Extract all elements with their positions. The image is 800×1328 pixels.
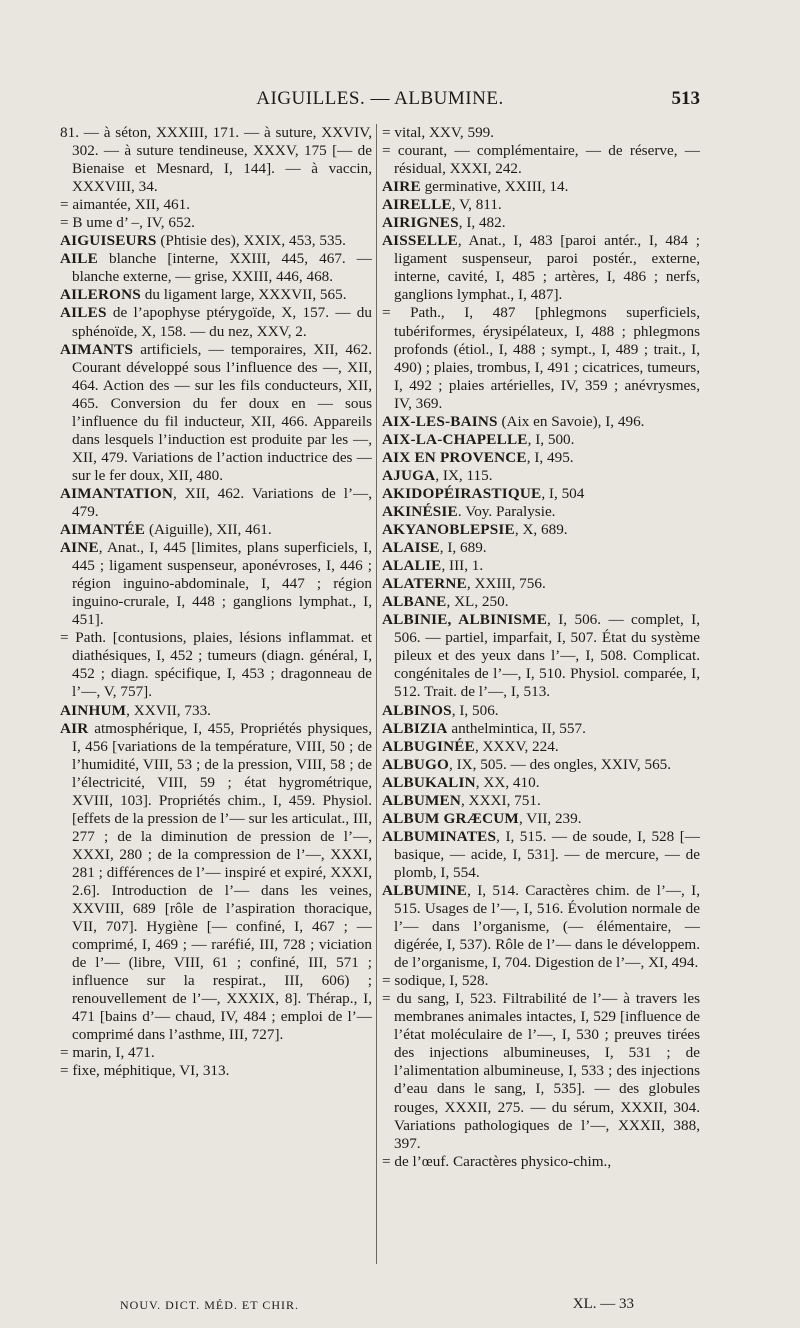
entry-text: , Anat., I, 483 [paroi antér., I, 484 ; ligament suspenseur, paroi postér., externe, interne, cavité, I, 485 ; artères, I, 486 ; nerfs, ganglions lymphat., I, 487]. [394,232,700,304]
index-entry [60,702,372,720]
entry-headword: ALBIZIA [382,719,448,737]
index-entry [382,792,700,810]
index-entry [382,593,700,611]
entry-text: artificiels, — temporaires, XII, 462. Courant développé sous l’influence des —, XII, 464. Action des — sur les fils conducteurs, XII, 465. Conversion du fer doux en — sous l’influence du fil inducteur, XII, 466. Appareils dans lesquels l’induction est produite par les —, XII, 479. Variations de l’action inductrice des — sur le fer doux, XII, 480. [72,340,372,484]
index-entry [60,629,372,701]
entry-text: = courant, — complémentaire, — de réserve, — résidual, XXXI, 242. [382,142,700,178]
entry-text: (Aiguille), XII, 461. [145,521,272,539]
entry-text: = fixe, méphitique, VI, 313. [60,1062,230,1080]
entry-text: , III, 1. [441,557,484,575]
entry-text: du ligament large, XXXVII, 565. [140,286,347,304]
entry-text: = marin, I, 471. [60,1044,155,1062]
entry-text: , XL, 250. [446,593,509,611]
entry-headword: AKYANOBLEPSIE [382,521,515,539]
index-entry [382,449,700,467]
index-entry [60,286,372,304]
index-entry [382,178,700,196]
index-entry [382,990,700,1152]
signature-mark: NOUV. DICT. MÉD. ET CHIR. [120,1298,300,1312]
entry-text: , I, 504 [541,484,585,502]
running-title: AIGUILLES. — ALBUMINE. [256,88,504,109]
entry-headword: ALALIE [382,557,442,575]
index-entry [382,485,700,503]
entry-text: , I, 500. [527,430,575,448]
entry-text: de l’apophyse ptérygoïde, X, 157. — du sphénoïde, X, 158. — du nez, XXV, 2. [72,304,372,340]
entry-headword: AIMANTATION [60,484,174,502]
entry-text: , I, 506. [451,701,499,719]
left-column [60,124,372,1080]
entry-text: atmosphérique, I, 455, Propriétés physiques, I, 456 [variations de la température, VIII, 50 ; de l’humidité, VIII, 53 ; de la pression, VIII, 58 ; de l’électricité, VIII, 59 ; état hygrométrique, XVIII, 103]. Propriétés chim., I, 459. Physiol. [effets de la pression de l’— sur les articulat., III, 277 ; de la diminution de pression de l’—, XXXI, 280 ; de la compression de l’—, XXXI, 281 ; différences de l’— inspiré et expiré, XXXI, 2.6]. Introduction de l’— dans les veines, XXVIII, 689 [rôle de l’aspiration thoracique, VII, 707]. Hygiène [— confiné, I, 467 ; — comprimé, I, 469 ; — raréfié, III, 728 ; viciation de l’— (libre, VIII, 61 ; confiné, III, 571 ; influence sur la respirat., III, 606) ; renouvellement de l’—, XXXIX, 8]. Thérap., I, 471 [bains d’— chaud, IV, 484 ; emploi de l’— comprimé dans l’asthme, III, 727]. [72,719,372,1044]
index-entry [60,304,372,340]
entry-headword: ALBINIE, ALBINISME [382,611,548,629]
index-entry [382,882,700,972]
entry-text: , XXIII, 756. [466,575,546,593]
entry-headword: AIX-LES-BAINS [382,412,498,430]
index-entry [382,124,700,142]
index-entry [60,124,372,196]
entry-headword: AILES [60,304,107,322]
entry-text: , XXXV, 224. [474,737,559,755]
index-entry [382,810,700,828]
entry-text: , I, 482. [458,214,506,232]
index-entry [382,304,700,412]
entry-text: , I, 689. [439,539,487,557]
entry-headword: AIRIGNES [382,214,459,232]
entry-text: = B ume d’ –, IV, 652. [60,214,195,232]
entry-text: = du sang, I, 523. Filtrabilité de l’— à travers les membranes animales intactes, I, 529 [influence de l’état moléculaire de l’—, I, 530 ; preuves tirées des injections albumineuses, I, 531 ; de l’alimentation albumineuse, I, 533 ; des injections d’eau dans le sang, I, 535]. — des globules rouges, XXXII, 275. — du sérum, XXXII, 304. Variations pathologiques de l’—, XXXII, 388, 397. [382,990,700,1152]
entry-text: , VII, 239. [518,809,582,827]
entry-text: , Anat., I, 445 [limites, plans superficiels, I, 445 ; ligament suspenseur, aponévroses, I, 446 ; région inguino-abdominale, I, 447 ; région inguino-crurale, I, 448 ; ganglions lymphat., I, 451]. [72,539,372,629]
entry-text: , XXVII, 733. [126,701,211,719]
index-entry [382,756,700,774]
index-entry [382,720,700,738]
entry-text: = de l’œuf. Caractères physico-chim., [382,1152,612,1170]
entry-headword: AKINÉSIE [382,502,458,520]
entry-text: , XX, 410. [475,773,540,791]
index-entry [382,413,700,431]
entry-text: = Path. [contusions, plaies, lésions inflammat. et diathésiques, I, 452 ; tumeurs (diagn. général, I, 452 ; diagn. spécifique, I, 453 ; dragonneau de l’—, V, 757]. [60,629,372,701]
entry-text: , XII, 462. Variations de l’—, 479. [72,484,372,520]
index-entry [60,196,372,214]
index-entry [60,485,372,521]
entry-text: = Path., I, 487 [phlegmons superficiels, tubériformes, érysipélateux, I, 488 ; phlegmons profonds (étiol., I, 488 ; sympt., I, 489 ; trait., I, 490) ; plaies, trombus, I, 491 ; cicatrices, tumeurs, I, 492 ; plaies artérielles, IV, 359 ; anévrysmes, IV, 369. [382,304,700,412]
entry-headword: AKIDOPÉIRASTIQUE [382,484,542,502]
entry-headword: ALBUGO [382,755,450,773]
entry-headword: AILERONS [60,286,141,304]
entry-text: (Phtisie des), XXIX, 453, 535. [156,232,346,250]
entry-headword: ALBUMINATES [382,827,497,845]
entry-headword: ALATERNE [382,575,467,593]
index-entry [60,214,372,232]
entry-headword: ALBUMINE [382,881,468,899]
index-entry [382,972,700,990]
entry-text: = vital, XXV, 599. [382,124,495,141]
entry-text: blanche [interne, XXIII, 445, 467. — blanche externe, — grise, XXIII, 446, 468. [72,250,372,286]
index-entry [382,431,700,449]
entry-text: , I, 506. — complet, I, 506. — partiel, imparfait, I, 507. État du système pileux et des yeux dans l’—, I, 508. Complicat. congénitales de l’—, I, 510. Physiol. comparée, I, 512. Trait. de l’—, I, 513. [394,611,700,701]
entry-text: , IX, 505. — des ongles, XXIV, 565. [449,755,672,773]
index-entry [382,557,700,575]
index-entry [382,611,700,701]
index-entry [60,539,372,629]
entry-headword: AIX EN PROVENCE [382,448,527,466]
entry-headword: AIMANTS [60,340,134,358]
entry-headword: AJUGA [382,466,436,484]
index-entry [382,214,700,232]
entry-text: germinative, XXIII, 14. [420,178,569,196]
column-divider [376,124,377,1264]
entry-headword: ALAISE [382,539,440,557]
index-entry [382,467,700,485]
entry-headword: ALBUM GRÆCUM [382,809,519,827]
index-entry [382,1153,700,1171]
running-header [60,88,700,114]
index-entry [60,232,372,250]
entry-headword: ALBUKALIN [382,773,476,791]
index-entry [382,521,700,539]
index-entry [382,232,700,304]
index-entry [60,341,372,485]
entry-headword: AIRELLE [382,196,452,214]
entry-headword: ALBUMEN [382,791,462,809]
entry-headword: AIRE [382,178,421,196]
index-entry [60,1062,372,1080]
volume-sheet-mark: XL. — 33 [572,1296,634,1312]
entry-headword: AILE [60,250,98,268]
right-column [382,124,700,1171]
index-entry [60,521,372,539]
entry-headword: AIGUISEURS [60,232,157,250]
entry-text: 81. — à séton, XXXIII, 171. — à suture, XXVIV, 302. — à suture tendineuse, XXXV, 175 [— de Bienaise et Mesnard, I, 144]. — à vaccin, XXXVIII, 34. [60,124,372,196]
index-entry [382,738,700,756]
entry-headword: ALBANE [382,593,447,611]
entry-headword: AIR [60,719,89,737]
entry-text: , I, 514. Caractères chim. de l’—, I, 515. Usages de l’—, I, 516. Évolution normale de l’— dans l’organisme, (— élémentaire, — digérée, I, 537). Rôle de l’— dans le développem. de l’organisme, I, 704. Digestion de l’—, XI, 494. [394,881,700,972]
index-entry [382,828,700,882]
entry-headword: ALBINOS [382,701,452,719]
index-entry [60,1044,372,1062]
index-entry [382,196,700,214]
entry-text: , X, 689. [514,521,568,539]
entry-headword: ALBUGINÉE [382,737,475,755]
index-entry [60,720,372,1045]
page-number: 513 [671,88,700,109]
entry-headword: AISSELLE [382,232,458,250]
index-entry [382,575,700,593]
index-entry [60,250,372,286]
entry-text: anthelmintica, II, 557. [447,719,586,737]
entry-headword: AIX-LA-CHAPELLE [382,430,528,448]
entry-text: = sodique, I, 528. [382,972,489,990]
index-entry [382,539,700,557]
entry-text: , XXXI, 751. [461,791,541,809]
entry-text: , IX, 115. [435,466,493,484]
page-footer [60,1298,700,1318]
entry-text: , I, 495. [526,448,574,466]
entry-text: = aimantée, XII, 461. [60,196,191,214]
entry-headword: AINHUM [60,701,127,719]
entry-text: , I, 515. — de soude, I, 528 [— basique, — acide, I, 531]. — de mercure, — de plomb, I, 554. [394,827,700,881]
entry-text: . Voy. Paralysie. [457,502,556,520]
entry-text: , V, 811. [451,196,502,214]
entry-headword: AIMANTÉE [60,521,146,539]
index-entry [382,142,700,178]
index-entry [382,503,700,521]
index-entry [382,702,700,720]
entry-text: (Aix en Savoie), I, 496. [497,412,645,430]
entry-headword: AINE [60,539,99,557]
index-entry [382,774,700,792]
